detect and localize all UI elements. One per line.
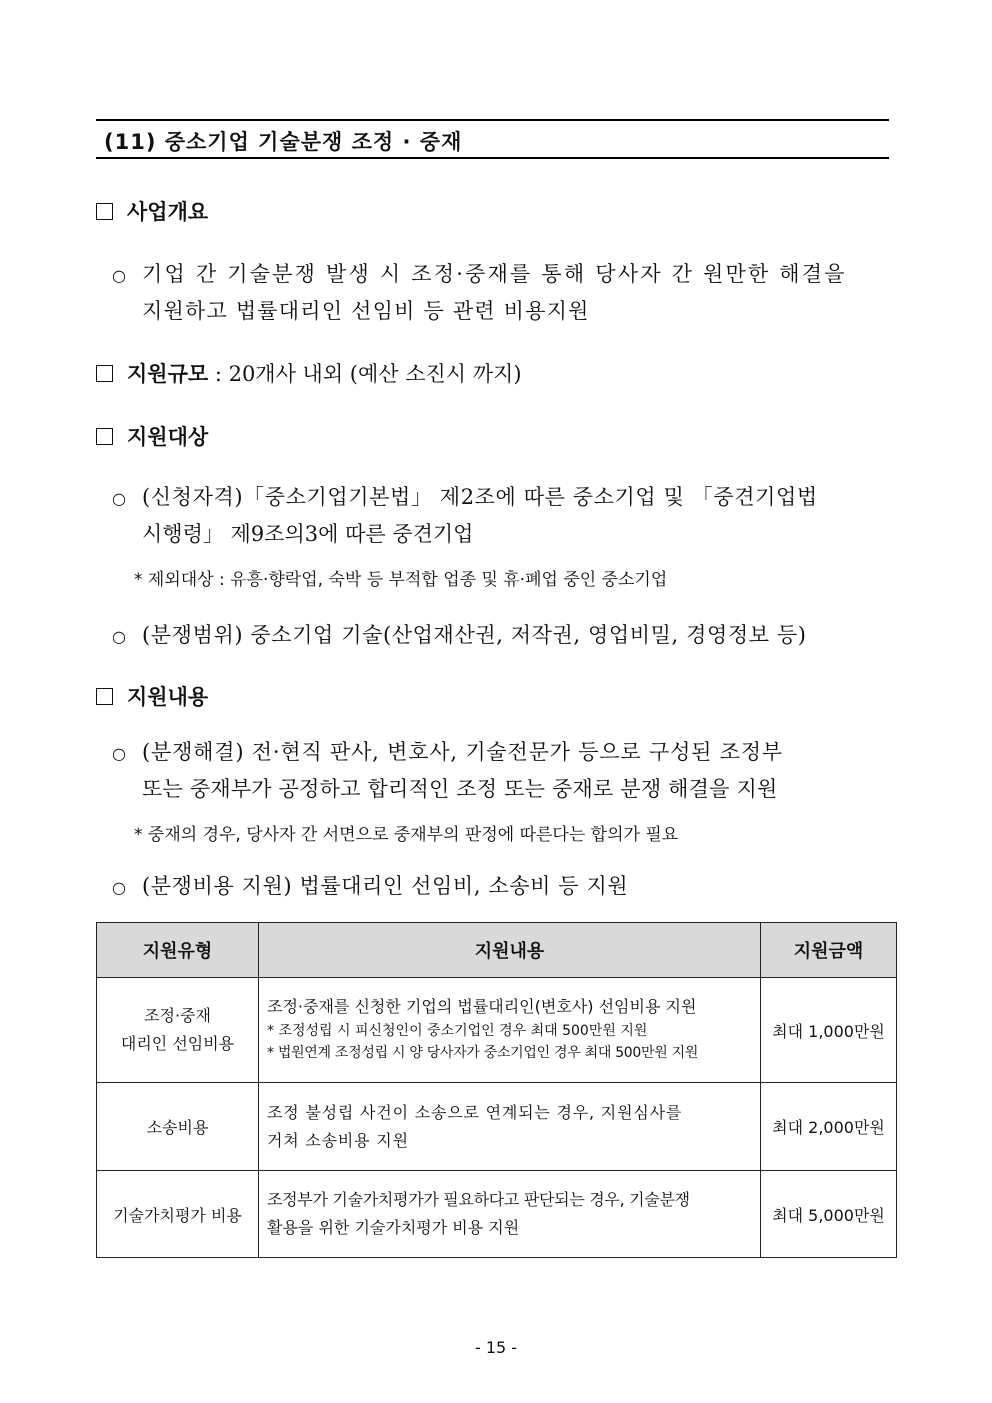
row-content-main: 조정·중재를 신청한 기업의 법률대리인(변호사) 선임비용 지원 (267, 997, 697, 1017)
heading-content (96, 681, 208, 711)
section-title-bar (96, 119, 889, 159)
row-type-line-1: 조정·중재 (144, 1006, 211, 1025)
heading-target (96, 421, 208, 451)
table-header-row (97, 923, 897, 978)
circle-bullet-icon: ○ (112, 627, 126, 646)
overview-bullet (112, 256, 847, 330)
scale-value: : 20개사 내외 (예산 소진시 까지) (208, 362, 522, 386)
section-title: (11) 중소기업 기술분쟁 조정 · 중재 (104, 130, 463, 154)
content-bullet-1 (112, 734, 783, 808)
content-line-1: (분쟁해결) 전·현직 판사, 변호사, 기술전문가 등으로 구성된 조정부 (142, 740, 783, 764)
row-type: 소송비용 (97, 1083, 259, 1171)
content-bullet-2 (112, 868, 629, 905)
circle-bullet-icon: ○ (112, 744, 126, 763)
checkbox-square-icon (96, 365, 113, 382)
target-bullet-1 (112, 479, 818, 553)
circle-bullet-icon: ○ (112, 878, 126, 897)
row-type (97, 978, 259, 1083)
row-content-line-2: 활용을 위한 기술가치평가 비용 지원 (267, 1218, 520, 1237)
support-table (96, 922, 897, 1258)
row-content (259, 1083, 761, 1171)
checkbox-square-icon (96, 428, 113, 445)
table-row (97, 978, 897, 1083)
checkbox-square-icon (96, 688, 113, 705)
row-content (259, 978, 761, 1083)
row-content (259, 1171, 761, 1258)
header-amount: 지원금액 (761, 923, 897, 978)
content-line-2: 또는 중재부가 공정하고 합리적인 조정 또는 중재로 분쟁 해결을 지원 (142, 777, 778, 801)
content-note: * 중재의 경우, 당사자 간 서면으로 중재부의 판정에 따른다는 합의가 필요 (134, 825, 679, 845)
row-type-line-2: 대리인 선임비용 (120, 1034, 235, 1053)
heading-content-label: 지원내용 (127, 685, 209, 709)
target-line-1: (신청자격)「중소기업기본법」 제2조에 따른 중소기업 및 「중견기업법 (142, 485, 818, 509)
row-type: 기술가치평가 비용 (97, 1171, 259, 1258)
heading-overview (96, 196, 208, 226)
heading-target-label: 지원대상 (127, 425, 209, 449)
row-content-line-1: 조정부가 기술가치평가가 필요하다고 판단되는 경우, 기술분쟁 (267, 1190, 690, 1209)
header-type: 지원유형 (97, 923, 259, 978)
content-bullet-2-text: (분쟁비용 지원) 법률대리인 선임비, 소송비 등 지원 (142, 874, 629, 898)
circle-bullet-icon: ○ (112, 489, 126, 508)
table-row (97, 1083, 897, 1171)
heading-scale (96, 358, 522, 388)
row-content-line-2: 거쳐 소송비용 지원 (267, 1130, 409, 1150)
checkbox-square-icon (96, 203, 113, 220)
target-line-2: 시행령」 제9조의3에 따른 중견기업 (142, 522, 474, 546)
header-content: 지원내용 (259, 923, 761, 978)
row-content-sub-2: * 법원연계 조정성립 시 양 당사자가 중소기업인 경우 최대 500만원 지원 (267, 1045, 699, 1062)
overview-line-1: 기업 간 기술분쟁 발생 시 조정·중재를 통해 당사자 간 원만한 해결을 (142, 262, 847, 286)
heading-scale-label: 지원규모 (127, 362, 209, 386)
row-content-sub-1: * 조정성립 시 피신청인이 중소기업인 경우 최대 500만원 지원 (267, 1023, 648, 1039)
row-amount: 최대 5,000만원 (761, 1171, 897, 1258)
row-amount: 최대 1,000만원 (761, 978, 897, 1083)
row-amount: 최대 2,000만원 (761, 1083, 897, 1171)
target-bullet-2 (112, 617, 807, 654)
table-row (97, 1171, 897, 1258)
overview-line-2: 지원하고 법률대리인 선임비 등 관련 비용지원 (142, 299, 590, 323)
circle-bullet-icon: ○ (112, 266, 126, 285)
heading-overview-label: 사업개요 (127, 200, 209, 224)
target-note: * 제외대상 : 유흥·향락업, 숙박 등 부적합 업종 및 휴·폐업 중인 중소기업 (134, 570, 668, 590)
target-bullet-2-text: (분쟁범위) 중소기업 기술(산업재산권, 저작권, 영업비밀, 경영정보 등) (142, 623, 807, 647)
row-content-line-1: 조정 불성립 사건이 소송으로 연계되는 경우, 지원심사를 (267, 1102, 683, 1122)
page-number: - 15 - (474, 1338, 518, 1357)
